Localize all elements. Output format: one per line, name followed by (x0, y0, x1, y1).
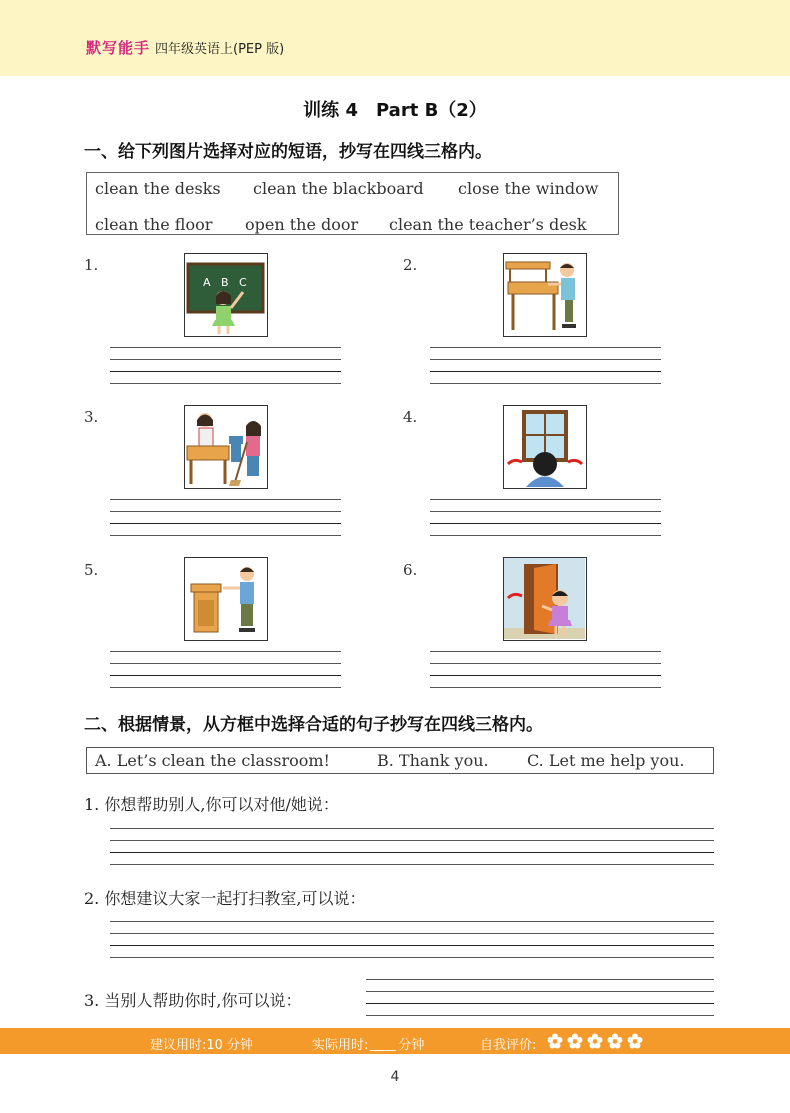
actual-time-blank[interactable] (370, 1050, 396, 1051)
door-picture-icon (503, 557, 587, 641)
writing-lines[interactable] (110, 347, 341, 383)
writing-lines[interactable] (110, 651, 341, 687)
item-number: 1. (84, 256, 99, 274)
item-number: 5. (84, 561, 99, 579)
flower-icon[interactable] (587, 1033, 603, 1049)
actual-time (312, 1034, 424, 1053)
writing-lines[interactable] (110, 828, 714, 864)
brand-title: 默写能手 (86, 39, 151, 57)
phrase-option: close the window (458, 179, 599, 198)
sentence-options-box (86, 747, 714, 774)
writing-lines[interactable] (430, 347, 661, 383)
suggested-time: 建议用时:10 分钟 (150, 1038, 254, 1053)
phrase-option: clean the floor (95, 215, 213, 234)
book-subtitle: 四年级英语上(PEP 版) (155, 42, 285, 57)
writing-lines[interactable] (430, 499, 661, 535)
flower-icon[interactable] (607, 1033, 623, 1049)
phrase-option: clean the teacher’s desk (389, 215, 587, 234)
question-3: 3. 当别人帮助你时,你可以说： (84, 991, 302, 1010)
actual-time-unit: 分钟 (398, 1038, 425, 1053)
question-1: 1. 你想帮助别人,你可以对他/她说： (84, 795, 339, 814)
phrase-option: open the door (245, 215, 359, 234)
sentence-option-c: C. Let me help you. (527, 751, 685, 770)
sentence-option-b: B. Thank you. (377, 751, 489, 770)
writing-lines[interactable] (110, 499, 341, 535)
item-number: 2. (403, 256, 418, 274)
item-number: 3. (84, 408, 99, 426)
svg-text:B: B (221, 276, 229, 289)
section1-heading: 一、给下列图片选择对应的短语，抄写在四线三格内。 (84, 142, 492, 162)
teacher-desk-picture-icon (184, 557, 268, 641)
flower-icon[interactable] (547, 1033, 563, 1049)
writing-lines[interactable] (110, 921, 714, 957)
sentence-option-a: A. Let’s clean the classroom! (95, 751, 330, 770)
item-number: 4. (403, 408, 418, 426)
phrase-option: clean the blackboard (253, 179, 424, 198)
phrase-box (86, 172, 619, 235)
svg-text:C: C (239, 276, 247, 289)
writing-lines[interactable] (430, 651, 661, 687)
actual-time-label: 实际用时: (312, 1038, 369, 1053)
flower-icon[interactable] (567, 1033, 583, 1049)
footer-band (0, 1028, 790, 1054)
exercise-title: 训练 4 Part B（2） (303, 100, 487, 121)
blackboard-picture-icon (184, 253, 268, 337)
item-number: 6. (403, 561, 418, 579)
header-band (0, 0, 790, 76)
svg-text:A: A (203, 276, 211, 289)
window-picture-icon (503, 405, 587, 489)
question-2: 2. 你想建议大家一起打扫教室,可以说： (84, 889, 366, 908)
flower-icon[interactable] (627, 1033, 643, 1049)
writing-lines[interactable] (366, 979, 714, 1015)
self-eval-label: 自我评价: (480, 1038, 537, 1053)
section2-heading: 二、根据情景，从方框中选择合适的句子抄写在四线三格内。 (84, 715, 543, 735)
desk-picture-icon (503, 253, 587, 337)
floor-picture-icon (184, 405, 268, 489)
phrase-option: clean the desks (95, 179, 221, 198)
page-number: 4 (390, 1069, 400, 1085)
